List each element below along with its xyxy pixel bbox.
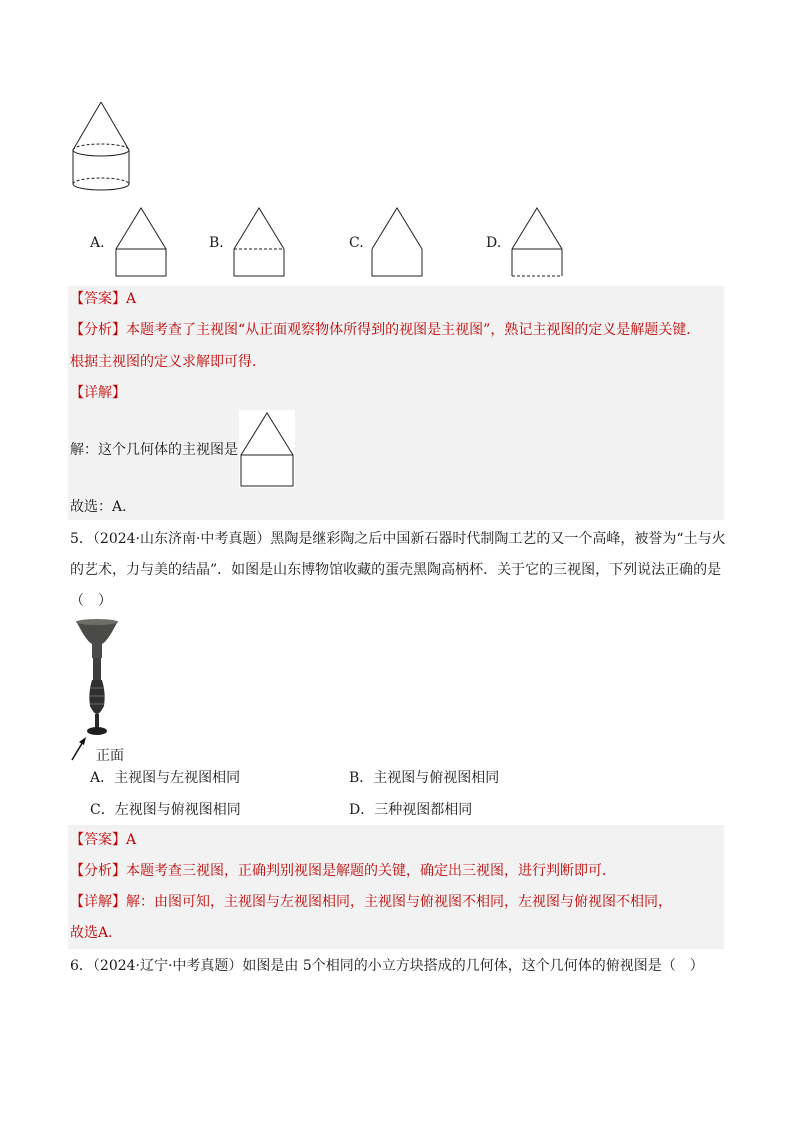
option-d-figure[interactable] [511, 206, 563, 278]
q5-stem-line3: （ ） [70, 593, 112, 609]
q5-analysis: 【分析】本题考查三视图，正确判别视图是解题的关键，确定出三视图，进行判断即可． [70, 863, 616, 879]
option-d-label[interactable]: D. [486, 235, 502, 251]
q5-detail: 【详解】解：由图可知，主视图与左视图相同，主视图与俯视图不相同，左视图与俯视图不相同， [70, 894, 672, 910]
q4-analysis: 【分析】本题考查了主视图“从正面观察物体所得到的视图是主视图”，熟记主视图的定义是解题关键． [70, 322, 701, 338]
q5-answer: 【答案】A [70, 832, 137, 848]
q5-option-c[interactable]: C．左视图与俯视图相同 [90, 802, 241, 818]
q4-answer: 【答案】A [70, 291, 137, 307]
q5-option-b[interactable]: B．主视图与俯视图相同 [349, 770, 500, 786]
q5-conclusion: 故选A． [70, 925, 123, 941]
q5-solution-block [68, 825, 724, 949]
option-b-figure[interactable] [233, 206, 285, 278]
option-b-label[interactable]: B. [209, 235, 224, 251]
option-c-label[interactable]: C. [349, 235, 364, 251]
option-c-figure[interactable] [371, 206, 423, 278]
q5-option-d[interactable]: D．三种视图都相同 [349, 802, 473, 818]
cone-cylinder-figure [70, 100, 134, 195]
q4-detail-figure [239, 410, 295, 488]
q5-stem-line2: 的艺术，力与美的结晶”．如图是山东博物馆收藏的蛋壳黑陶高柄杯．关于它的三视图，下列说法正确的是 [70, 562, 722, 578]
q5-front-label: 正面 [96, 748, 124, 764]
option-a-figure[interactable] [115, 206, 167, 278]
q4-detail-text: 解：这个几何体的主视图是 [70, 442, 238, 458]
q4-detail-tag: 【详解】 [70, 385, 126, 401]
q4-analysis-line2: 根据主视图的定义求解即可得． [70, 354, 266, 370]
q5-option-a[interactable]: A．主视图与左视图相同 [90, 770, 241, 786]
option-a-label[interactable]: A. [90, 235, 105, 251]
q6-stem: 6．（2024·辽宁·中考真题）如图是由 5个相同的小立方块搭成的几何体，这个几何体的俯视图是（ ） [70, 958, 704, 974]
q5-stem-line1: 5．（2024·山东济南·中考真题）黑陶是继彩陶之后中国新石器时代制陶工艺的又一个高峰，被誉为“土与火 [70, 531, 726, 547]
black-pottery-cup-figure [70, 618, 130, 763]
q4-conclusion: 故选：A． [70, 499, 137, 515]
